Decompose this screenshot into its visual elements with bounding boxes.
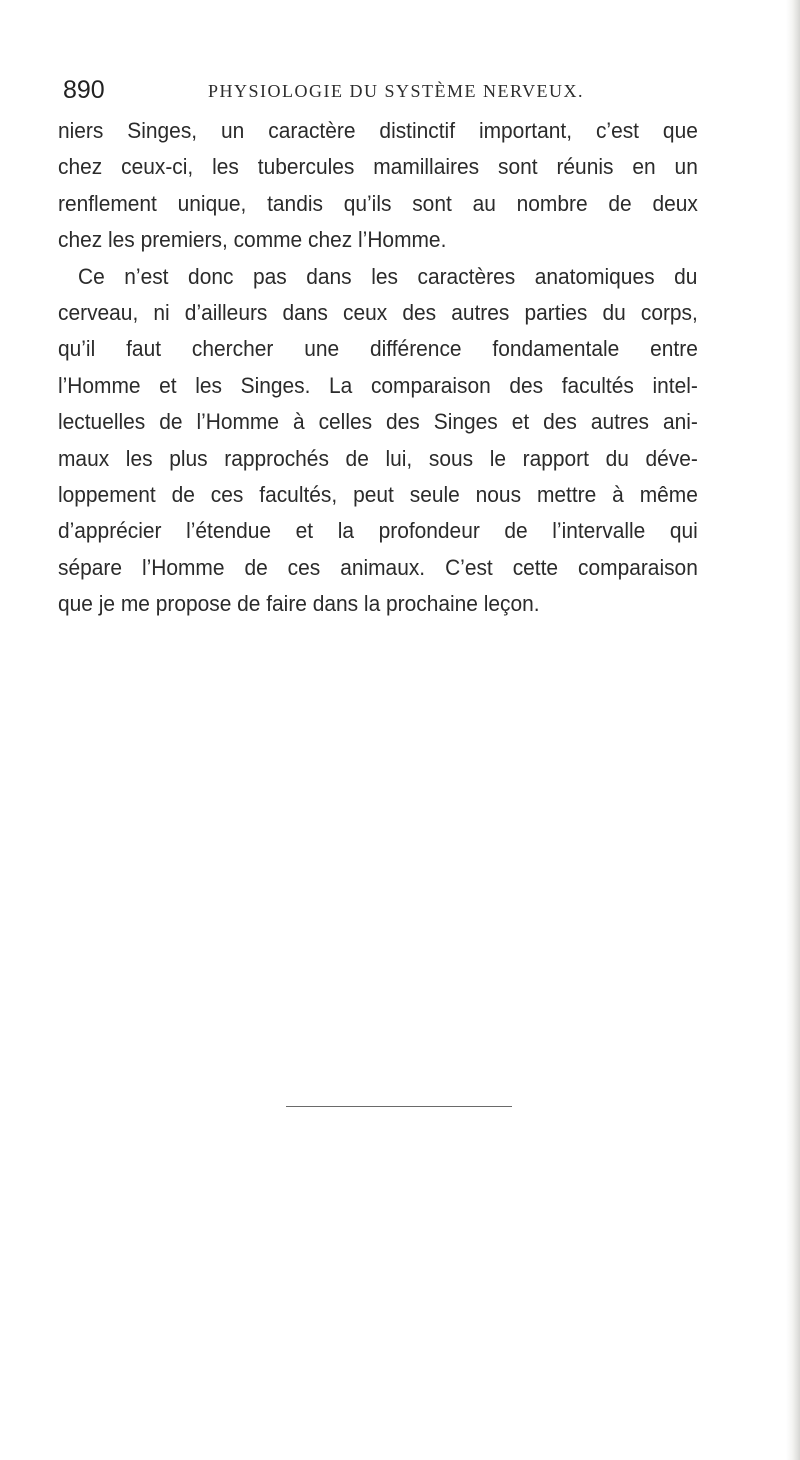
text-line: Ce n’est donc pas dans les caractères anatomiques du bbox=[78, 263, 698, 289]
text-line: maux les plus rapprochés de lui, sous le rapport du déve- bbox=[58, 445, 698, 471]
page-header bbox=[63, 76, 723, 110]
text-line: d’apprécier l’étendue et la profondeur de l’intervalle qui bbox=[58, 518, 698, 544]
text-line: sépare l’Homme de ces animaux. C’est cette comparaison bbox=[58, 554, 698, 580]
text-line: l’Homme et les Singes. La comparaison des facultés intel- bbox=[58, 372, 698, 398]
text-line: loppement de ces facultés, peut seule nous mettre à même bbox=[58, 481, 698, 507]
body-text bbox=[58, 113, 718, 622]
running-title: PHYSIOLOGIE DU SYSTÈME NERVEUX. bbox=[208, 81, 585, 101]
text-line: renflement unique, tandis qu’ils sont au nombre de deux bbox=[58, 190, 698, 216]
text-line: niers Singes, un caractère distinctif important, c’est que bbox=[58, 118, 698, 143]
text-line: qu’il faut chercher une différence fondamentale entre bbox=[58, 336, 698, 362]
page-number: 890 bbox=[63, 76, 105, 104]
text-line: chez les premiers, comme chez l’Homme. bbox=[58, 227, 447, 253]
section-separator-rule bbox=[286, 1106, 512, 1107]
page-edge-shadow bbox=[786, 0, 800, 1460]
text-line: chez ceux-ci, les tubercules mamillaires sont réunis en un bbox=[58, 154, 698, 180]
text-line: que je me propose de faire dans la prochaine leçon. bbox=[58, 591, 540, 617]
text-line: lectuelles de l’Homme à celles des Singes et des autres ani- bbox=[58, 409, 698, 435]
text-line: cerveau, ni d’ailleurs dans ceux des autres parties du corps, bbox=[58, 299, 698, 325]
